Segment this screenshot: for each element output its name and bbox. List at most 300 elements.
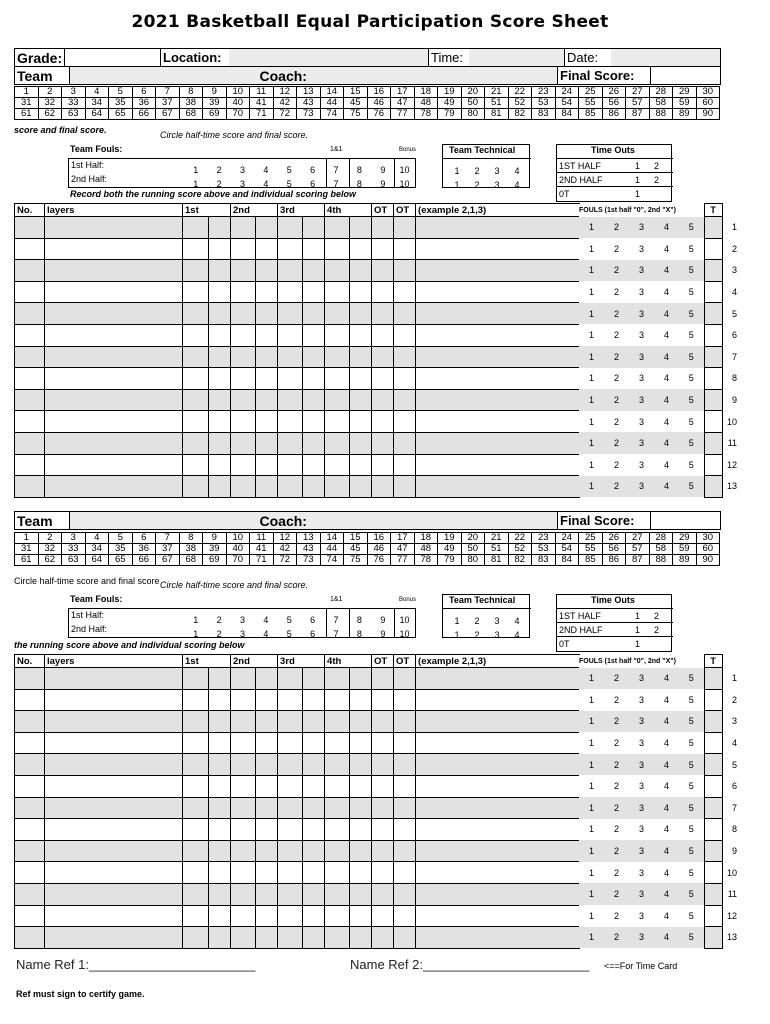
score-cell[interactable]: 88 (649, 109, 673, 120)
quarter-cell[interactable] (372, 711, 394, 733)
foul-number[interactable]: 5 (679, 368, 704, 390)
score-cell[interactable]: 46 (367, 544, 391, 555)
score-cell[interactable]: 76 (367, 555, 391, 566)
quarter-cell[interactable] (350, 281, 372, 303)
quarter-cell[interactable] (325, 689, 350, 711)
quarter-cell[interactable] (372, 775, 394, 797)
scoring-example-cell[interactable] (416, 260, 580, 282)
foul-number[interactable]: 5 (679, 454, 704, 476)
quarter-cell[interactable] (278, 368, 303, 390)
team-foul-number[interactable]: 7 (333, 615, 339, 625)
score-cell[interactable]: 33 (62, 98, 86, 109)
quarter-cell[interactable] (278, 905, 303, 927)
quarter-cell[interactable] (231, 711, 256, 733)
quarter-cell[interactable] (303, 346, 325, 368)
technical-cell[interactable] (704, 862, 722, 884)
quarter-cell[interactable] (256, 260, 278, 282)
foul-number[interactable]: 2 (604, 732, 629, 754)
technical-cell[interactable] (704, 668, 722, 690)
score-cell[interactable]: 16 (367, 87, 391, 98)
foul-number[interactable]: 4 (654, 260, 679, 282)
foul-number[interactable]: 5 (679, 689, 704, 711)
foul-number[interactable]: 1 (579, 689, 604, 711)
score-cell[interactable]: 13 (297, 87, 321, 98)
team-name-field[interactable] (70, 512, 258, 530)
quarter-cell[interactable] (209, 476, 231, 498)
foul-number[interactable]: 2 (604, 324, 629, 346)
quarter-cell[interactable] (231, 732, 256, 754)
quarter-cell[interactable] (256, 303, 278, 325)
quarter-cell[interactable] (183, 303, 209, 325)
quarter-cell[interactable] (350, 303, 372, 325)
foul-number[interactable]: 2 (604, 368, 629, 390)
technical-number[interactable]: 2 (474, 630, 480, 640)
foul-number[interactable]: 1 (579, 668, 604, 690)
technical-cell[interactable] (704, 775, 722, 797)
score-cell[interactable]: 15 (344, 533, 368, 544)
foul-number[interactable]: 1 (579, 432, 604, 454)
foul-number[interactable]: 2 (604, 927, 629, 949)
foul-number[interactable]: 5 (679, 346, 704, 368)
team-foul-number[interactable]: 4 (263, 165, 269, 175)
quarter-cell[interactable] (183, 217, 209, 239)
scoring-example-cell[interactable] (416, 217, 580, 239)
foul-number[interactable]: 2 (604, 668, 629, 690)
foul-number[interactable]: 4 (654, 668, 679, 690)
score-cell[interactable]: 79 (438, 555, 462, 566)
quarter-cell[interactable] (372, 368, 394, 390)
quarter-cell[interactable] (278, 281, 303, 303)
score-cell[interactable]: 65 (109, 109, 133, 120)
scoring-example-cell[interactable] (416, 389, 580, 411)
quarter-cell[interactable] (325, 862, 350, 884)
technical-number[interactable]: 1 (454, 616, 460, 626)
score-cell[interactable]: 63 (62, 109, 86, 120)
quarter-cell[interactable] (372, 346, 394, 368)
foul-number[interactable]: 4 (654, 432, 679, 454)
score-cell[interactable]: 11 (250, 533, 274, 544)
score-cell[interactable]: 27 (626, 533, 650, 544)
quarter-cell[interactable] (303, 411, 325, 433)
quarter-cell[interactable] (303, 754, 325, 776)
quarter-cell[interactable] (209, 432, 231, 454)
score-cell[interactable]: 3 (62, 533, 86, 544)
score-cell[interactable]: 49 (438, 98, 462, 109)
quarter-cell[interactable] (325, 281, 350, 303)
player-number-cell[interactable] (15, 217, 45, 239)
foul-number[interactable]: 3 (629, 754, 654, 776)
quarter-cell[interactable] (183, 238, 209, 260)
quarter-cell[interactable] (231, 281, 256, 303)
quarter-cell[interactable] (278, 732, 303, 754)
quarter-cell[interactable] (278, 476, 303, 498)
score-cell[interactable]: 53 (532, 544, 556, 555)
technical-number[interactable]: 4 (514, 180, 520, 190)
foul-number[interactable]: 5 (679, 927, 704, 949)
score-cell[interactable]: 19 (438, 533, 462, 544)
quarter-cell[interactable] (350, 689, 372, 711)
quarter-cell[interactable] (278, 797, 303, 819)
foul-number[interactable]: 1 (579, 862, 604, 884)
foul-number[interactable]: 3 (629, 819, 654, 841)
foul-number[interactable]: 2 (604, 840, 629, 862)
quarter-cell[interactable] (372, 411, 394, 433)
foul-number[interactable]: 5 (679, 260, 704, 282)
foul-number[interactable]: 1 (579, 260, 604, 282)
foul-number[interactable]: 5 (679, 775, 704, 797)
foul-number[interactable]: 4 (654, 324, 679, 346)
score-cell[interactable]: 77 (391, 555, 415, 566)
foul-number[interactable]: 5 (679, 389, 704, 411)
scoring-example-cell[interactable] (416, 754, 580, 776)
score-cell[interactable]: 21 (485, 533, 509, 544)
technical-cell[interactable] (704, 432, 722, 454)
score-cell[interactable]: 4 (85, 533, 109, 544)
foul-number[interactable]: 2 (604, 303, 629, 325)
quarter-cell[interactable] (325, 732, 350, 754)
technical-cell[interactable] (704, 732, 722, 754)
score-cell[interactable]: 38 (179, 98, 203, 109)
score-cell[interactable]: 2 (38, 533, 62, 544)
foul-number[interactable]: 3 (629, 711, 654, 733)
quarter-cell[interactable] (209, 281, 231, 303)
quarter-cell[interactable] (350, 238, 372, 260)
technical-cell[interactable] (704, 883, 722, 905)
quarter-cell[interactable] (231, 217, 256, 239)
quarter-cell[interactable] (303, 927, 325, 949)
foul-number[interactable]: 5 (679, 732, 704, 754)
quarter-cell[interactable] (303, 476, 325, 498)
score-cell[interactable]: 55 (579, 544, 603, 555)
quarter-cell[interactable] (372, 927, 394, 949)
player-number-cell[interactable] (15, 883, 45, 905)
scoring-example-cell[interactable] (416, 689, 580, 711)
foul-number[interactable]: 4 (654, 754, 679, 776)
scoring-example-cell[interactable] (416, 927, 580, 949)
quarter-cell[interactable] (231, 411, 256, 433)
time-field[interactable] (469, 49, 565, 67)
quarter-cell[interactable] (278, 883, 303, 905)
foul-number[interactable]: 1 (579, 389, 604, 411)
foul-number[interactable]: 1 (579, 883, 604, 905)
quarter-cell[interactable] (256, 711, 278, 733)
team-foul-number[interactable]: 9 (380, 629, 386, 639)
score-cell[interactable]: 36 (132, 544, 156, 555)
player-name-cell[interactable] (45, 303, 183, 325)
quarter-cell[interactable] (325, 927, 350, 949)
foul-number[interactable]: 2 (604, 454, 629, 476)
foul-number[interactable]: 1 (579, 281, 604, 303)
scoring-example-cell[interactable] (416, 797, 580, 819)
score-cell[interactable]: 70 (226, 555, 250, 566)
quarter-cell[interactable] (209, 260, 231, 282)
score-cell[interactable]: 62 (38, 555, 62, 566)
technical-cell[interactable] (704, 476, 722, 498)
quarter-cell[interactable] (394, 238, 416, 260)
quarter-cell[interactable] (231, 905, 256, 927)
quarter-cell[interactable] (256, 411, 278, 433)
quarter-cell[interactable] (209, 411, 231, 433)
score-cell[interactable]: 85 (579, 109, 603, 120)
score-cell[interactable]: 35 (109, 544, 133, 555)
player-number-cell[interactable] (15, 819, 45, 841)
quarter-cell[interactable] (183, 389, 209, 411)
foul-number[interactable]: 2 (604, 883, 629, 905)
score-cell[interactable]: 41 (250, 98, 274, 109)
foul-number[interactable]: 5 (679, 324, 704, 346)
quarter-cell[interactable] (303, 217, 325, 239)
player-number-cell[interactable] (15, 260, 45, 282)
player-number-cell[interactable] (15, 797, 45, 819)
team-foul-number[interactable]: 9 (380, 179, 386, 189)
foul-number[interactable]: 2 (604, 819, 629, 841)
quarter-cell[interactable] (278, 346, 303, 368)
score-cell[interactable]: 17 (391, 533, 415, 544)
score-cell[interactable]: 18 (414, 87, 438, 98)
foul-number[interactable]: 4 (654, 368, 679, 390)
quarter-cell[interactable] (256, 668, 278, 690)
quarter-cell[interactable] (278, 432, 303, 454)
team-foul-number[interactable]: 6 (310, 629, 316, 639)
quarter-cell[interactable] (394, 689, 416, 711)
quarter-cell[interactable] (183, 819, 209, 841)
quarter-cell[interactable] (183, 411, 209, 433)
score-cell[interactable]: 39 (203, 98, 227, 109)
quarter-cell[interactable] (350, 862, 372, 884)
foul-number[interactable]: 2 (604, 711, 629, 733)
quarter-cell[interactable] (325, 775, 350, 797)
quarter-cell[interactable] (325, 711, 350, 733)
team-foul-number[interactable]: 5 (286, 179, 292, 189)
player-name-cell[interactable] (45, 689, 183, 711)
quarter-cell[interactable] (231, 840, 256, 862)
score-cell[interactable]: 27 (626, 87, 650, 98)
score-cell[interactable]: 74 (320, 555, 344, 566)
quarter-cell[interactable] (278, 711, 303, 733)
foul-number[interactable]: 4 (654, 732, 679, 754)
score-cell[interactable]: 64 (85, 109, 109, 120)
quarter-cell[interactable] (256, 432, 278, 454)
team-foul-number[interactable]: 1 (193, 165, 199, 175)
score-cell[interactable]: 64 (85, 555, 109, 566)
score-cell[interactable]: 72 (273, 109, 297, 120)
score-cell[interactable]: 73 (297, 555, 321, 566)
quarter-cell[interactable] (278, 389, 303, 411)
quarter-cell[interactable] (372, 819, 394, 841)
score-cell[interactable]: 83 (532, 109, 556, 120)
foul-number[interactable]: 2 (604, 389, 629, 411)
quarter-cell[interactable] (183, 927, 209, 949)
team-foul-number[interactable]: 1 (193, 629, 199, 639)
technical-cell[interactable] (704, 689, 722, 711)
quarter-cell[interactable] (256, 840, 278, 862)
technical-cell[interactable] (704, 303, 722, 325)
foul-number[interactable]: 1 (579, 346, 604, 368)
scoring-example-cell[interactable] (416, 732, 580, 754)
scoring-example-cell[interactable] (416, 411, 580, 433)
quarter-cell[interactable] (209, 754, 231, 776)
quarter-cell[interactable] (350, 754, 372, 776)
score-cell[interactable]: 12 (273, 533, 297, 544)
score-cell[interactable]: 65 (109, 555, 133, 566)
player-number-cell[interactable] (15, 238, 45, 260)
score-cell[interactable]: 45 (344, 98, 368, 109)
quarter-cell[interactable] (209, 905, 231, 927)
score-cell[interactable]: 37 (156, 544, 180, 555)
score-cell[interactable]: 47 (391, 98, 415, 109)
team-foul-number[interactable]: 7 (333, 165, 339, 175)
foul-number[interactable]: 1 (579, 797, 604, 819)
technical-cell[interactable] (704, 260, 722, 282)
score-cell[interactable]: 7 (156, 533, 180, 544)
foul-number[interactable]: 1 (579, 411, 604, 433)
score-cell[interactable]: 14 (320, 533, 344, 544)
team-foul-number[interactable]: 4 (263, 615, 269, 625)
quarter-cell[interactable] (209, 797, 231, 819)
team-foul-number[interactable]: 8 (356, 179, 362, 189)
score-cell[interactable]: 24 (555, 87, 579, 98)
score-cell[interactable]: 52 (508, 544, 532, 555)
quarter-cell[interactable] (394, 368, 416, 390)
score-cell[interactable]: 87 (626, 555, 650, 566)
player-number-cell[interactable] (15, 927, 45, 949)
quarter-cell[interactable] (372, 281, 394, 303)
score-cell[interactable]: 51 (485, 544, 509, 555)
score-cell[interactable]: 88 (649, 555, 673, 566)
score-cell[interactable]: 29 (673, 533, 697, 544)
quarter-cell[interactable] (303, 711, 325, 733)
team-foul-number[interactable]: 9 (380, 615, 386, 625)
date-field[interactable] (611, 49, 721, 67)
quarter-cell[interactable] (183, 324, 209, 346)
team-foul-number[interactable]: 5 (286, 165, 292, 175)
quarter-cell[interactable] (325, 797, 350, 819)
scoring-example-cell[interactable] (416, 711, 580, 733)
scoring-example-cell[interactable] (416, 775, 580, 797)
quarter-cell[interactable] (372, 454, 394, 476)
foul-number[interactable]: 3 (629, 689, 654, 711)
quarter-cell[interactable] (394, 668, 416, 690)
quarter-cell[interactable] (183, 862, 209, 884)
score-cell[interactable]: 31 (15, 544, 39, 555)
foul-number[interactable]: 1 (579, 711, 604, 733)
foul-number[interactable]: 1 (579, 927, 604, 949)
final-score-field[interactable] (651, 512, 721, 530)
foul-number[interactable]: 3 (629, 797, 654, 819)
quarter-cell[interactable] (231, 797, 256, 819)
score-cell[interactable]: 29 (673, 87, 697, 98)
scoring-example-cell[interactable] (416, 668, 580, 690)
score-cell[interactable]: 20 (461, 533, 485, 544)
quarter-cell[interactable] (325, 905, 350, 927)
score-cell[interactable]: 78 (414, 555, 438, 566)
team-foul-number[interactable]: 10 (399, 165, 410, 175)
scoring-example-cell[interactable] (416, 862, 580, 884)
quarter-cell[interactable] (256, 883, 278, 905)
quarter-cell[interactable] (183, 840, 209, 862)
quarter-cell[interactable] (231, 368, 256, 390)
foul-number[interactable]: 3 (629, 840, 654, 862)
score-cell[interactable]: 28 (649, 533, 673, 544)
technical-cell[interactable] (704, 840, 722, 862)
quarter-cell[interactable] (183, 281, 209, 303)
quarter-cell[interactable] (231, 260, 256, 282)
scoring-example-cell[interactable] (416, 454, 580, 476)
quarter-cell[interactable] (325, 476, 350, 498)
quarter-cell[interactable] (325, 754, 350, 776)
player-number-cell[interactable] (15, 432, 45, 454)
quarter-cell[interactable] (231, 883, 256, 905)
score-cell[interactable]: 43 (297, 544, 321, 555)
quarter-cell[interactable] (278, 260, 303, 282)
quarter-cell[interactable] (394, 862, 416, 884)
foul-number[interactable]: 3 (629, 476, 654, 498)
foul-number[interactable]: 2 (604, 260, 629, 282)
score-cell[interactable]: 26 (602, 533, 626, 544)
foul-number[interactable]: 1 (579, 217, 604, 239)
technical-cell[interactable] (704, 346, 722, 368)
foul-number[interactable]: 5 (679, 411, 704, 433)
quarter-cell[interactable] (183, 775, 209, 797)
quarter-cell[interactable] (209, 389, 231, 411)
score-cell[interactable]: 33 (62, 544, 86, 555)
score-cell[interactable]: 38 (179, 544, 203, 555)
score-cell[interactable]: 90 (696, 555, 720, 566)
scoring-example-cell[interactable] (416, 476, 580, 498)
quarter-cell[interactable] (209, 711, 231, 733)
score-cell[interactable]: 84 (555, 555, 579, 566)
quarter-cell[interactable] (394, 797, 416, 819)
player-number-cell[interactable] (15, 454, 45, 476)
technical-cell[interactable] (704, 819, 722, 841)
quarter-cell[interactable] (303, 238, 325, 260)
quarter-cell[interactable] (372, 303, 394, 325)
quarter-cell[interactable] (256, 389, 278, 411)
quarter-cell[interactable] (350, 819, 372, 841)
score-cell[interactable]: 34 (85, 98, 109, 109)
player-number-cell[interactable] (15, 368, 45, 390)
foul-number[interactable]: 2 (604, 281, 629, 303)
score-cell[interactable]: 50 (461, 98, 485, 109)
quarter-cell[interactable] (325, 368, 350, 390)
foul-number[interactable]: 1 (579, 303, 604, 325)
quarter-cell[interactable] (231, 476, 256, 498)
quarter-cell[interactable] (278, 689, 303, 711)
score-cell[interactable]: 20 (461, 87, 485, 98)
quarter-cell[interactable] (394, 389, 416, 411)
technical-cell[interactable] (704, 411, 722, 433)
score-cell[interactable]: 52 (508, 98, 532, 109)
quarter-cell[interactable] (394, 324, 416, 346)
quarter-cell[interactable] (278, 754, 303, 776)
quarter-cell[interactable] (231, 819, 256, 841)
quarter-cell[interactable] (303, 368, 325, 390)
team-foul-number[interactable]: 6 (310, 179, 316, 189)
quarter-cell[interactable] (209, 238, 231, 260)
quarter-cell[interactable] (394, 754, 416, 776)
quarter-cell[interactable] (325, 346, 350, 368)
quarter-cell[interactable] (209, 668, 231, 690)
quarter-cell[interactable] (278, 303, 303, 325)
score-cell[interactable]: 32 (38, 98, 62, 109)
quarter-cell[interactable] (183, 668, 209, 690)
score-cell[interactable]: 26 (602, 87, 626, 98)
score-cell[interactable]: 86 (602, 109, 626, 120)
quarter-cell[interactable] (350, 905, 372, 927)
quarter-cell[interactable] (278, 324, 303, 346)
player-number-cell[interactable] (15, 711, 45, 733)
quarter-cell[interactable] (350, 927, 372, 949)
